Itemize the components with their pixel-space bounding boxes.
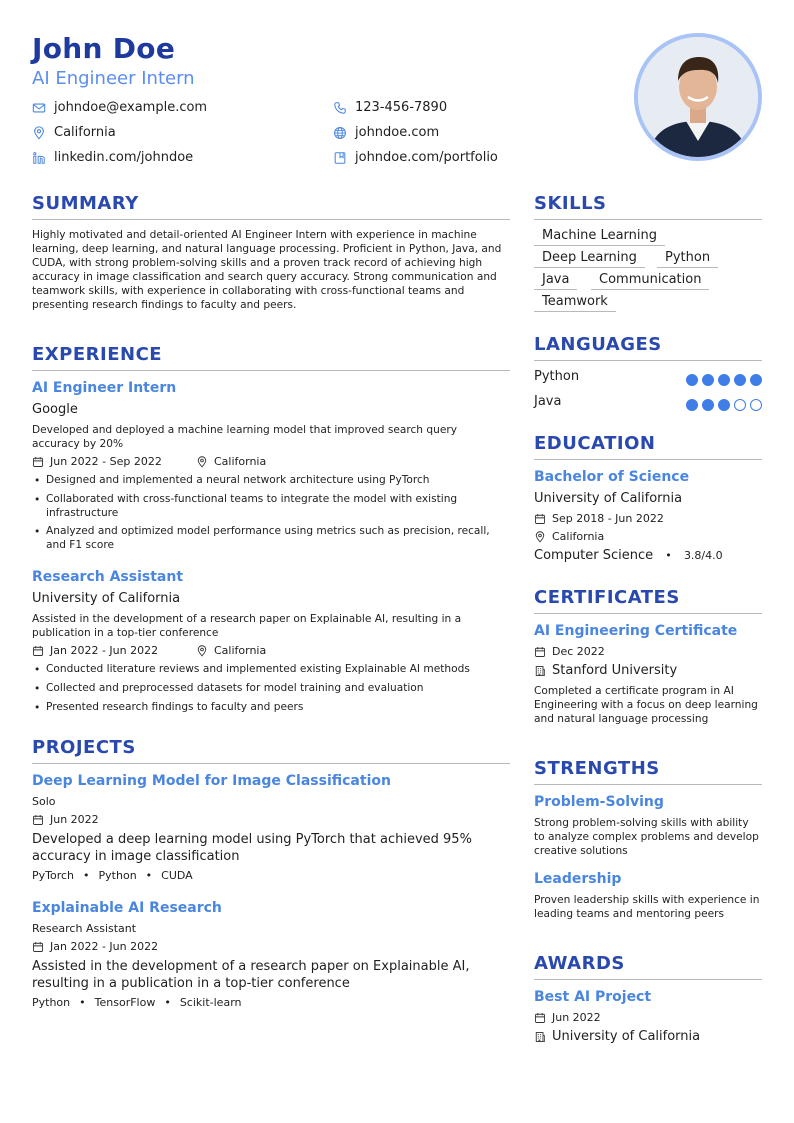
project-tag: PyTorch: [32, 869, 75, 882]
project-tag: Python: [98, 869, 137, 882]
portfolio-icon: [333, 151, 347, 165]
portfolio-text: johndoe.com/portfolio: [355, 150, 498, 165]
project-description: Assisted in the development of a research paper on Explainable AI, resulting in a publication in a top-tier conference: [32, 959, 470, 991]
project-date: [32, 940, 158, 953]
language-name: Java: [534, 394, 562, 409]
project-tags: PyTorch • Python • CUDA: [32, 869, 193, 882]
level-dot-empty: [750, 399, 762, 411]
strength-title: Leadership: [534, 871, 622, 887]
contact-location: [32, 125, 116, 140]
calendar-icon: [32, 814, 44, 826]
education-degree: Bachelor of Science: [534, 469, 690, 485]
experience-location: [196, 455, 266, 468]
globe-icon: [333, 126, 347, 140]
education-field-line: Computer Science • 3.8/4.0: [534, 548, 723, 563]
level-dot-filled: [702, 399, 714, 411]
experience-bullet: • Presented research findings to faculty and peers: [32, 700, 510, 714]
certificate-issuer: [534, 663, 677, 678]
education-heading: EDUCATION: [534, 433, 656, 454]
experience-heading: EXPERIENCE: [32, 344, 163, 365]
project-tag: Scikit-learn: [179, 996, 242, 1009]
education-field: Computer Science: [534, 548, 654, 563]
experience-company: Google: [32, 402, 78, 417]
certificates-heading: CERTIFICATES: [534, 587, 680, 608]
skill-chip: Communication: [591, 272, 709, 290]
level-dot-filled: [734, 374, 746, 386]
calendar-icon: [32, 941, 44, 953]
project-tag: Python: [32, 996, 71, 1009]
skills-divider: [534, 219, 762, 220]
skill-chip: Python: [657, 250, 718, 268]
email-text: johndoe@example.com: [54, 100, 208, 115]
contact-website[interactable]: [333, 125, 439, 140]
languages-heading: LANGUAGES: [534, 334, 662, 355]
language-level: [686, 374, 762, 386]
experience-bullet: • Collaborated with cross-functional teams to integrate the model with existing infrastructure: [32, 492, 502, 520]
website-text: johndoe.com: [355, 125, 440, 140]
strength-title: Problem-Solving: [534, 794, 664, 810]
candidate-name: John Doe: [32, 32, 176, 65]
education-dates: [534, 512, 664, 525]
project-tag: TensorFlow: [94, 996, 156, 1009]
skill-chip: Java: [534, 272, 577, 290]
project-date: [32, 813, 99, 826]
location-text: California: [552, 530, 605, 543]
contact-linkedin[interactable]: [32, 150, 193, 165]
level-dot-filled: [686, 374, 698, 386]
building-icon: [534, 665, 546, 677]
education-gpa: 3.8/4.0: [683, 549, 723, 562]
project-description: Developed a deep learning model using PyTorch that achieved 95% accuracy in image classification: [32, 832, 472, 864]
location-pin-icon: [196, 456, 208, 468]
level-dot-filled: [718, 399, 730, 411]
strength-description: Strong problem-solving skills with ability to analyze complex problems and develop creative solutions: [534, 817, 759, 857]
experience-title: AI Engineer Intern: [32, 380, 177, 396]
phone-text: 123-456-7890: [355, 100, 448, 115]
date-text: Jun 2022: [50, 813, 99, 826]
award-date: [534, 1011, 601, 1024]
certificates-divider: [534, 613, 762, 614]
award-issuer: [534, 1029, 700, 1044]
certificate-title: AI Engineering Certificate: [534, 623, 738, 639]
summary-divider: [32, 219, 510, 220]
experience-bullet: • Collected and preprocessed datasets for model training and evaluation: [32, 681, 510, 695]
level-dot-empty: [734, 399, 746, 411]
language-name: Python: [534, 369, 580, 384]
linkedin-text: linkedin.com/johndoe: [54, 150, 194, 165]
projects-divider: [32, 763, 510, 764]
education-school: University of California: [534, 491, 683, 506]
location-text: California: [214, 644, 267, 657]
project-tag: CUDA: [161, 869, 193, 882]
languages-divider: [534, 360, 762, 361]
dates-text: Jun 2022 - Sep 2022: [50, 455, 162, 468]
location-pin-icon: [32, 126, 46, 140]
summary-heading: SUMMARY: [32, 193, 139, 214]
skill-chip: Machine Learning: [534, 228, 665, 246]
calendar-icon: [32, 645, 44, 657]
award-title: Best AI Project: [534, 989, 652, 1005]
strength-description: Proven leadership skills with experience in leading teams and mentoring peers: [534, 894, 760, 920]
profile-photo: [634, 33, 762, 161]
contact-portfolio[interactable]: [333, 150, 498, 165]
date-text: Dec 2022: [552, 645, 605, 658]
experience-description: Assisted in the development of a research paper on Explainable AI, resulting in a publication in a top-tier conference: [32, 613, 462, 639]
experience-bullet: • Analyzed and optimized model performance using metrics such as precision, recall, and F1 score: [32, 524, 502, 552]
experience-dates: [32, 455, 162, 468]
contact-email[interactable]: [32, 100, 207, 115]
experience-dates: [32, 644, 158, 657]
project-role: Solo: [32, 795, 56, 808]
project-title: Deep Learning Model for Image Classification: [32, 773, 391, 789]
level-dot-filled: [702, 374, 714, 386]
location-text: California: [214, 455, 267, 468]
dates-text: Sep 2018 - Jun 2022: [552, 512, 664, 525]
dates-text: Jan 2022 - Jun 2022: [50, 644, 159, 657]
projects-heading: PROJECTS: [32, 737, 136, 758]
level-dot-filled: [718, 374, 730, 386]
experience-location: [196, 644, 266, 657]
linkedin-icon: [32, 151, 46, 165]
candidate-title: AI Engineer Intern: [32, 68, 195, 89]
awards-heading: AWARDS: [534, 953, 625, 974]
project-title: Explainable AI Research: [32, 900, 222, 916]
language-level: [686, 399, 762, 411]
experience-company: University of California: [32, 591, 181, 606]
experience-divider: [32, 370, 510, 371]
summary-text: Highly motivated and detail-oriented AI Engineer Intern with experience in machine learning, deep learning, and natural language processing. Proficient in Python, Java, and CUDA, with strong problem-solving skills and a proven track record of achieving high accuracy in image classification and search query accuracy. Strong communication and teamwork skills, with experience in collaborating with cross-functional teams and presenting research findings to faculty and peers.: [32, 229, 502, 311]
date-text: Jan 2022 - Jun 2022: [50, 940, 159, 953]
location-pin-icon: [196, 645, 208, 657]
level-dot-filled: [750, 374, 762, 386]
issuer-text: Stanford University: [552, 663, 678, 678]
contact-phone[interactable]: [333, 100, 447, 115]
calendar-icon: [534, 1012, 546, 1024]
education-location: [534, 530, 604, 543]
awards-divider: [534, 979, 762, 980]
strengths-divider: [534, 784, 762, 785]
skills-heading: SKILLS: [534, 193, 607, 214]
skill-chip: Teamwork: [534, 294, 616, 312]
location-text: California: [54, 125, 116, 140]
building-icon: [534, 1031, 546, 1043]
phone-icon: [333, 101, 347, 115]
certificate-date: [534, 645, 605, 658]
mail-icon: [32, 101, 46, 115]
experience-title: Research Assistant: [32, 569, 184, 585]
calendar-icon: [32, 456, 44, 468]
project-tags: Python • TensorFlow • Scikit-learn: [32, 996, 242, 1009]
calendar-icon: [534, 513, 546, 525]
experience-description: Developed and deployed a machine learning model that improved search query accuracy by 20%: [32, 424, 457, 450]
certificate-description: Completed a certificate program in AI Engineering with a focus on deep learning and natural language processing: [534, 685, 758, 725]
experience-bullet: • Designed and implemented a neural network architecture using PyTorch: [32, 473, 502, 487]
education-divider: [534, 459, 762, 460]
issuer-text: University of California: [552, 1029, 701, 1044]
level-dot-filled: [686, 399, 698, 411]
calendar-icon: [534, 646, 546, 658]
location-pin-icon: [534, 531, 546, 543]
strengths-heading: STRENGTHS: [534, 758, 660, 779]
date-text: Jun 2022: [552, 1011, 601, 1024]
project-role: Research Assistant: [32, 922, 137, 935]
experience-bullet: • Conducted literature reviews and implemented existing Explainable AI methods: [32, 662, 510, 676]
skill-chip: Deep Learning: [534, 250, 645, 268]
